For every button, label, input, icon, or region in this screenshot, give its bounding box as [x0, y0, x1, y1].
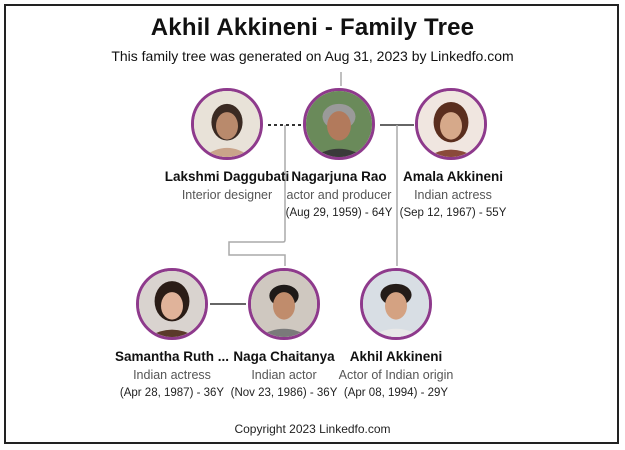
avatar-amala[interactable] — [415, 88, 487, 160]
person-dates: (Sep 12, 1967) - 55Y — [399, 207, 507, 219]
person-dates: (Apr 28, 1987) - 36Y — [119, 387, 225, 399]
avatar-lakshmi[interactable] — [191, 88, 263, 160]
person-occupation: Indian actress — [133, 368, 211, 382]
avatar-nagarjuna[interactable] — [303, 88, 375, 160]
page-subtitle: This family tree was generated on Aug 31, 2023 by Linkedfo.com — [111, 48, 514, 64]
person-dates: (Nov 23, 1986) - 36Y — [230, 387, 338, 399]
person-name: Lakshmi Daggubati — [164, 169, 290, 184]
person-name: Samantha Ruth ... — [114, 349, 229, 364]
person-name: Nagarjuna Rao — [291, 169, 387, 184]
person-dates: (Aug 29, 1959) - 64Y — [285, 207, 393, 219]
copyright-footer: Copyright 2023 Linkedfo.com — [234, 422, 391, 436]
person-occupation: Actor of Indian origin — [338, 368, 454, 382]
person-name: Amala Akkineni — [402, 169, 504, 184]
person-occupation: actor and producer — [286, 188, 392, 202]
person-occupation: Indian actor — [251, 368, 317, 382]
person-akhil[interactable] — [316, 348, 476, 402]
person-occupation: Indian actress — [414, 188, 492, 202]
person-amala[interactable] — [373, 168, 533, 222]
person-name: Akhil Akkineni — [349, 349, 443, 364]
avatar-akhil[interactable] — [360, 268, 432, 340]
person-dates: (Apr 08, 1994) - 29Y — [343, 387, 449, 399]
page-title: Akhil Akkineni - Family Tree — [150, 14, 475, 41]
person-occupation: Interior designer — [181, 188, 273, 202]
avatar-naga[interactable] — [248, 268, 320, 340]
avatar-samantha[interactable] — [136, 268, 208, 340]
person-name: Naga Chaitanya — [233, 349, 335, 364]
